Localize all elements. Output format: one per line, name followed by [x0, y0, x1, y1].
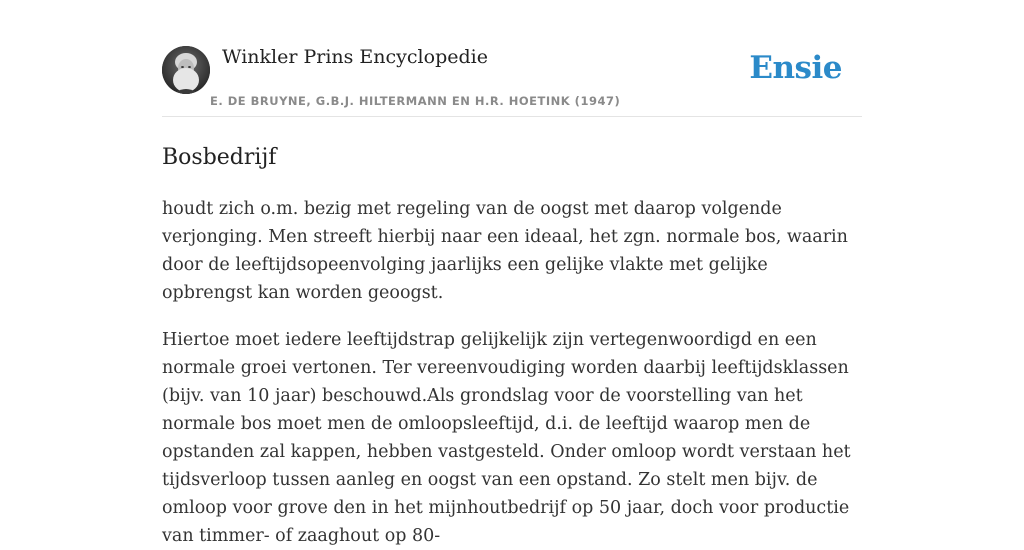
- author-avatar[interactable]: [162, 46, 210, 94]
- article-paragraph: Hiertoe moet iedere leeftijdstrap gelijkelijk zijn vertegenwoordigd en een normale groei vertonen. Ter vereenvoudiging worden daarbij leeftijdsklassen (bijv. van 10 jaar) beschouwd.Als grondslag voor de voorstelling van het normale bos moet men de omloopsleeftijd, d.i. de leeftijd waarop men de opstanden zal kappen, hebben vastgesteld. Onder omloop wordt verstaan het tijdsverloop tussen aanleg en oogst van een opstand. Zo stelt men bijv. de omloop voor grove den in het mijnhoutbedrijf op 50 jaar, doch voor productie van timmer- of zaaghout op 80-: [162, 330, 851, 546]
- brand-logo[interactable]: Ensie: [749, 50, 842, 86]
- site-title[interactable]: Winkler Prins Encyclopedie: [222, 46, 488, 68]
- page-container: [162, 0, 862, 550]
- portrait-avatar-icon: [162, 46, 210, 94]
- article-title: Bosbedrijf: [162, 145, 277, 170]
- header: [162, 0, 862, 117]
- article-paragraph: houdt zich o.m. bezig met regeling van de oogst met daarop volgende verjonging. Men streeft hierbij naar een ideaal, het zgn. normale bos, waarin door de leeftijdsopeenvolging jaarlijks een gelijke vlakte met gelijke opbrengst kan worden geoogst.: [162, 199, 848, 303]
- authors-line: E. DE BRUYNE, G.B.J. HILTERMANN EN H.R. HOETINK (1947): [210, 94, 621, 108]
